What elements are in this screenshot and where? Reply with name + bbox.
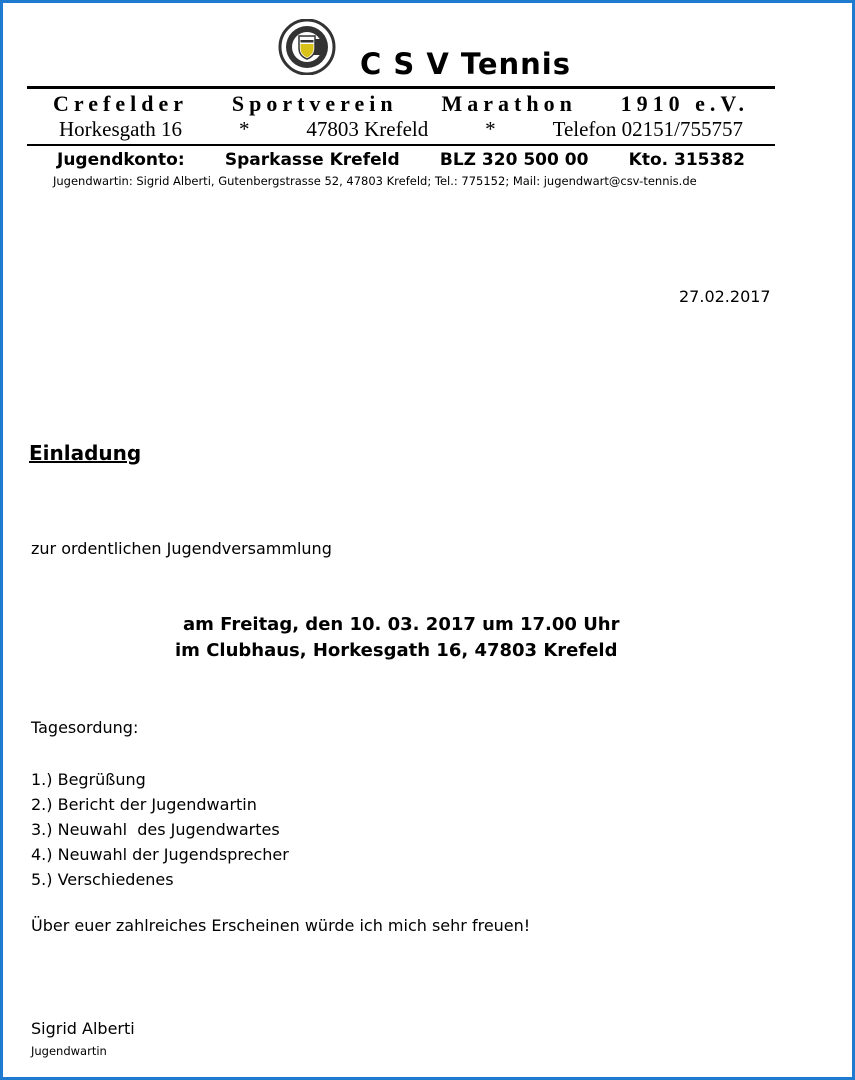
street-address: Horkesgath 16 [59,117,183,141]
address-separator-2: * [485,117,496,141]
city-address: 47803 Krefeld [306,117,429,141]
address-row [59,117,743,142]
agenda-list [31,767,289,892]
bank-account-row [57,150,745,170]
agenda-item: 1.) Begrüßung [31,770,146,789]
club-name: C S V Tennis [360,47,571,81]
club-logo-icon [277,19,337,75]
account-number: Kto. 315382 [628,150,745,170]
agenda-item: 3.) Neuwahl des Jugendwartes [31,820,280,839]
header-rule-top [27,86,775,89]
phone-number: Telefon 02151/755757 [552,117,743,141]
bank-name: Sparkasse Krefeld [224,150,400,170]
konto-label: Jugendkonto: [57,150,185,170]
letter-subtitle: zur ordentlichen Jugendversammlung [31,539,332,558]
agenda-item: 5.) Verschiedenes [31,870,174,889]
meeting-location: im Clubhaus, Horkesgath 16, 47803 Krefeld [175,640,618,661]
bank-blz: BLZ 320 500 00 [439,150,589,170]
address-separator-1: * [238,117,250,141]
agenda-title: Tagesordung: [31,718,139,737]
verein-word-4: 1910 e.V. [620,91,749,116]
agenda-item: 4.) Neuwahl der Jugendsprecher [31,845,289,864]
signature-role: Jugendwartin [31,1044,107,1058]
closing-sentence: Über euer zahlreiches Erscheinen würde ich mich sehr freuen! [31,916,531,935]
meeting-date-time: am Freitag, den 10. 03. 2017 um 17.00 Uhr [183,614,620,635]
jugendwartin-contact-line: Jugendwartin: Sigrid Alberti, Gutenbergstrasse 52, 47803 Krefeld; Tel.: 775152; Mail: jugendwart@csv-tennis.de [53,174,697,188]
verein-word-3: Marathon [441,91,577,116]
signature-name: Sigrid Alberti [31,1019,135,1038]
verein-word-1: Crefelder [53,91,188,116]
agenda-item: 2.) Bericht der Jugendwartin [31,795,257,814]
header-rule-bottom [27,144,775,146]
verein-word-2: Sportverein [231,91,398,116]
letter-title: Einladung [29,441,142,465]
verein-name-row [53,91,749,117]
letter-date: 27.02.2017 [679,287,771,306]
